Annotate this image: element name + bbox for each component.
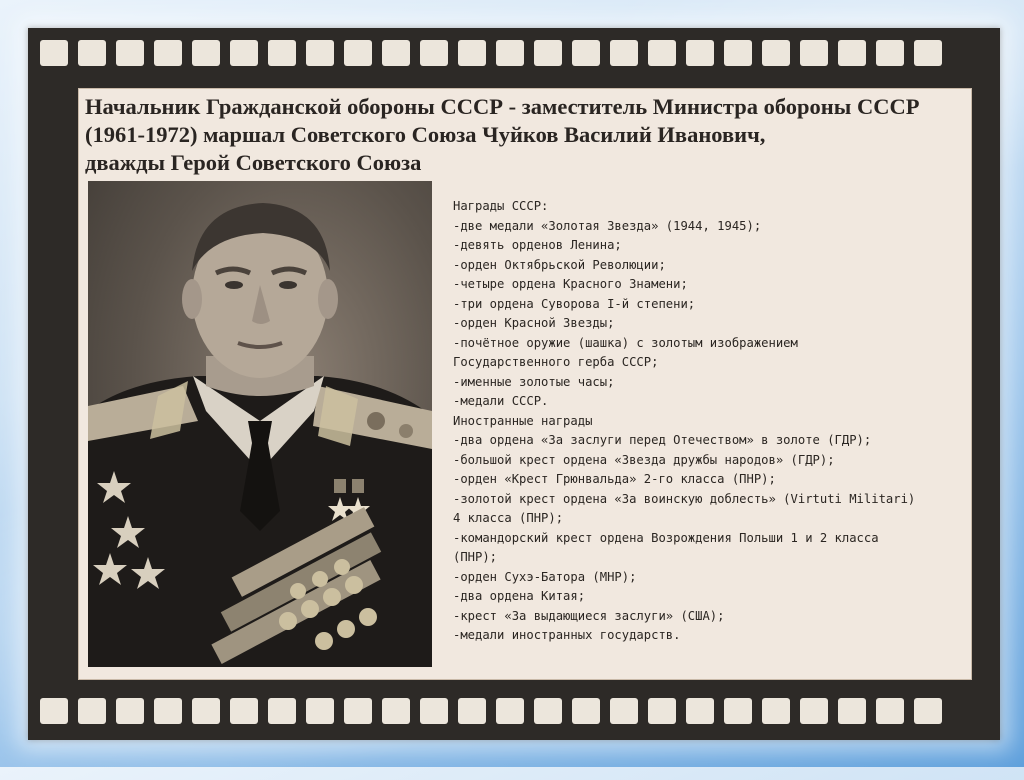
- award-line: -орден Красной Звезды;: [453, 316, 615, 330]
- film-perforation: [800, 698, 828, 724]
- slide-title: [85, 93, 965, 177]
- film-perforation: [648, 698, 676, 724]
- portrait-photo: [88, 181, 432, 667]
- award-line: -два ордена «За заслуги перед Отечеством» в золоте (ГДР);: [453, 433, 872, 447]
- film-perforation: [458, 698, 486, 724]
- title-line-2: (1961-1972) маршал Советского Союза Чуйков Василий Иванович,: [85, 122, 766, 147]
- film-perforation: [838, 40, 866, 66]
- film-perforation: [230, 698, 258, 724]
- film-perforation: [268, 698, 296, 724]
- film-perforation: [800, 40, 828, 66]
- film-perforation: [458, 40, 486, 66]
- film-perforation: [534, 40, 562, 66]
- award-line: -орден «Крест Грюнвальда» 2-го класса (ПНР);: [453, 472, 776, 486]
- film-perforation: [648, 40, 676, 66]
- film-perforation: [192, 40, 220, 66]
- awards-list: [453, 197, 963, 646]
- filmstrip-frame: [28, 28, 1000, 740]
- film-perforation: [876, 40, 904, 66]
- film-perforation: [572, 40, 600, 66]
- film-perforation: [914, 698, 942, 724]
- film-perforation: [610, 40, 638, 66]
- film-perforation: [154, 40, 182, 66]
- film-perforation: [724, 698, 752, 724]
- award-line: -большой крест ордена «Звезда дружбы народов» (ГДР);: [453, 452, 835, 467]
- film-perforation: [382, 40, 410, 66]
- film-perforation: [40, 698, 68, 724]
- content-panel: [78, 88, 972, 680]
- portrait-illustration: [88, 181, 432, 667]
- film-perforation: [610, 698, 638, 724]
- award-line: Награды СССР:: [453, 199, 549, 213]
- film-perforation: [230, 40, 258, 66]
- award-line: -орден Октябрьской Революции;: [453, 257, 666, 272]
- title-line-1: Начальник Гражданской обороны СССР - заместитель Министра обороны СССР: [85, 94, 920, 119]
- film-perforation: [724, 40, 752, 66]
- film-perforation: [78, 40, 106, 66]
- film-perforation: [686, 698, 714, 724]
- film-perforation: [306, 40, 334, 66]
- film-perforation: [914, 40, 942, 66]
- film-perforation: [382, 698, 410, 724]
- film-perforation: [496, 40, 524, 66]
- award-line: -две медали «Золотая Звезда» (1944, 1945);: [453, 218, 762, 233]
- award-line: 4 класса (ПНР);: [453, 511, 564, 525]
- award-line: -три ордена Суворова I-й степени;: [453, 296, 696, 311]
- film-perforation: [762, 40, 790, 66]
- award-line: -именные золотые часы;: [453, 374, 615, 389]
- award-line: -девять орденов Ленина;: [453, 238, 622, 252]
- film-perforation: [116, 40, 144, 66]
- film-perforation: [344, 698, 372, 724]
- award-line: Иностранные награды: [453, 413, 593, 428]
- award-line: -орден Сухэ-Батора (МНР);: [453, 569, 637, 584]
- award-line: -четыре ордена Красного Знамени;: [453, 277, 688, 291]
- award-line: -почётное оружие (шашка) с золотым изображением: [453, 335, 798, 350]
- award-line: (ПНР);: [453, 550, 498, 564]
- film-perforation: [420, 698, 448, 724]
- film-perforation: [838, 698, 866, 724]
- film-perforation: [420, 40, 448, 66]
- award-line: -крест «За выдающиеся заслуги» (США);: [453, 608, 725, 623]
- film-perforation: [876, 698, 904, 724]
- title-line-3: дважды Герой Советского Союза: [85, 150, 422, 175]
- film-perforation: [686, 40, 714, 66]
- film-perforation: [154, 698, 182, 724]
- award-line: -медали иностранных государств.: [453, 628, 681, 642]
- film-perforation: [534, 698, 562, 724]
- film-perforation: [572, 698, 600, 724]
- film-perforation: [268, 40, 296, 66]
- award-line: -медали СССР.: [453, 394, 549, 408]
- filmstrip-perforations-top: [28, 40, 1000, 70]
- film-perforation: [192, 698, 220, 724]
- film-perforation: [40, 40, 68, 66]
- film-perforation: [116, 698, 144, 724]
- film-perforation: [78, 698, 106, 724]
- film-perforation: [344, 40, 372, 66]
- filmstrip-perforations-bottom: [28, 698, 1000, 728]
- film-perforation: [762, 698, 790, 724]
- award-line: -два ордена Китая;: [453, 589, 586, 603]
- film-perforation: [306, 698, 334, 724]
- award-line: -командорский крест ордена Возрождения Польши 1 и 2 класса: [453, 530, 879, 545]
- award-line: Государственного герба СССР;: [453, 355, 659, 369]
- film-perforation: [496, 698, 524, 724]
- award-line: -золотой крест ордена «За воинскую доблесть» (Virtuti Militari): [453, 491, 916, 506]
